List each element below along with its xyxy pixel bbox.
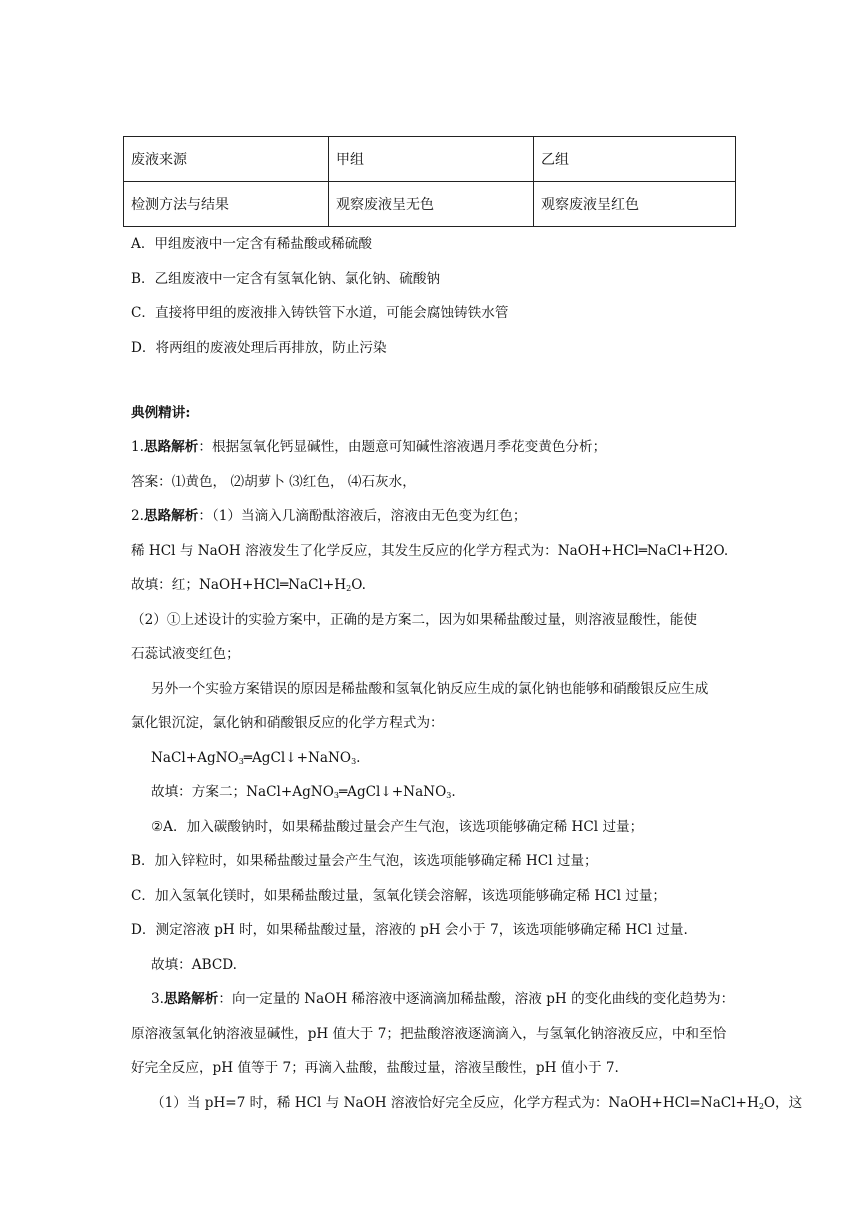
subscript: 3 — [446, 791, 452, 800]
text-span: 故填：方案二；NaCl+AgNO — [151, 784, 334, 800]
q2-analysis — [131, 507, 526, 525]
q2-number: 2. — [131, 508, 144, 524]
q2-line: 氯化银沉淀，氯化钠和硝酸银反应的化学方程式为： — [131, 715, 444, 731]
q1-analysis — [131, 438, 606, 456]
text-span: ═AgCl↓+NaNO — [338, 784, 447, 800]
q3-number: 3. — [151, 991, 164, 1007]
option-d: D．将两组的废液处理后再排放，防止污染 — [131, 340, 387, 356]
q3-label: 思路解析 — [163, 991, 219, 1007]
q1-label: 思路解析 — [143, 439, 199, 455]
q1-answer: 答案：⑴黄色， ⑵胡萝卜 ⑶红色， ⑷石灰水， — [131, 474, 416, 490]
q2-line: D．测定溶液 pH 时，如果稀盐酸过量，溶液的 pH 会小于 7，该选项能够确定稀 HCl 过量. — [131, 922, 688, 938]
q2-line: 故填：ABCD. — [151, 957, 237, 973]
q1-number: 1. — [131, 439, 144, 455]
table-row — [124, 182, 736, 227]
q3-analysis — [151, 990, 734, 1008]
table-cell: 甲组 — [329, 137, 534, 182]
table-cell: 观察废液呈无色 — [329, 182, 534, 227]
subscript: 3 — [351, 757, 357, 766]
text-span: . — [356, 750, 361, 766]
option-c: C．直接将甲组的废液排入铸铁管下水道，可能会腐蚀铸铁水管 — [131, 305, 509, 321]
q3-line — [151, 1094, 802, 1116]
q3-line: 好完全反应，pH 值等于 7；再滴入盐酸，盐酸过量，溶液呈酸性，pH 值小于 7. — [131, 1060, 619, 1076]
table-cell: 废液来源 — [124, 137, 329, 182]
text-span: 故填：红；NaOH+HCl═NaCl+H — [131, 577, 347, 593]
waste-test-table — [123, 136, 736, 227]
text-span: . — [451, 784, 456, 800]
q2-line: B．加入锌粒时，如果稀盐酸过量会产生气泡，该选项能够确定稀 HCl 过量； — [131, 853, 598, 869]
subscript: 3 — [238, 757, 244, 766]
q2-line: ②A．加入碳酸钠时，如果稀盐酸过量会产生气泡，该选项能够确定稀 HCl 过量； — [151, 819, 644, 835]
text-span: ═AgCl↓+NaNO — [243, 750, 352, 766]
table-cell: 观察废液呈红色 — [534, 182, 736, 227]
subscript: 3 — [333, 791, 339, 800]
table-cell: 乙组 — [534, 137, 736, 182]
table-row — [124, 137, 736, 182]
q2-text: ：（1）当滴入几滴酚酞溶液后，溶液由无色变为红色； — [198, 508, 527, 524]
table-cell: 检测方法与结果 — [124, 182, 329, 227]
text-span: O. — [351, 577, 366, 593]
text-span: （1）当 pH=7 时，稀 HCl 与 NaOH 溶液恰好完全反应，化学方程式为：NaOH+HCl=NaCl+H — [151, 1095, 759, 1111]
q2-line — [151, 783, 456, 805]
option-a: A．甲组废液中一定含有稀盐酸或稀硫酸 — [131, 236, 372, 252]
text-span: O，这 — [763, 1095, 803, 1111]
q2-label: 思路解析 — [143, 508, 199, 524]
option-b: B．乙组废液中一定含有氢氧化钠、氯化钠、硫酸钠 — [131, 271, 441, 287]
q2-line: 另外一个实验方案错误的原因是稀盐酸和氢氧化钠反应生成的氯化钠也能够和硝酸银反应生成 — [151, 681, 709, 697]
q2-line: （2）①上述设计的实验方案中，正确的是方案二，因为如果稀盐酸过量，则溶液显酸性，能使 — [131, 612, 697, 628]
q2-line: C．加入氢氧化镁时，如果稀盐酸过量，氢氧化镁会溶解，该选项能够确定稀 HCl 过量； — [131, 888, 667, 904]
subscript: 2 — [758, 1102, 764, 1111]
section-title: 典例精讲: — [131, 405, 191, 421]
q2-line — [151, 749, 361, 771]
text-span: NaCl+AgNO — [151, 750, 239, 766]
q3-line: 原溶液氢氧化钠溶液显碱性，pH 值大于 7；把盐酸溶液逐滴滴入，与氢氧化钠溶液反应，中和至恰 — [131, 1026, 727, 1042]
q2-line: 稀 HCl 与 NaOH 溶液发生了化学反应，其发生反应的化学方程式为：NaOH+HCl═NaCl+H2O. — [131, 543, 729, 559]
q2-line — [131, 576, 366, 598]
q3-text: ：向一定量的 NaOH 稀溶液中逐滴滴加稀盐酸，溶液 pH 的变化曲线的变化趋势为： — [218, 991, 735, 1007]
q1-text: ：根据氢氧化钙显碱性，由题意可知碱性溶液遇月季花变黄色分析； — [198, 439, 607, 455]
q2-line: 石蕊试液变红色； — [131, 646, 240, 662]
subscript: 2 — [346, 584, 352, 593]
